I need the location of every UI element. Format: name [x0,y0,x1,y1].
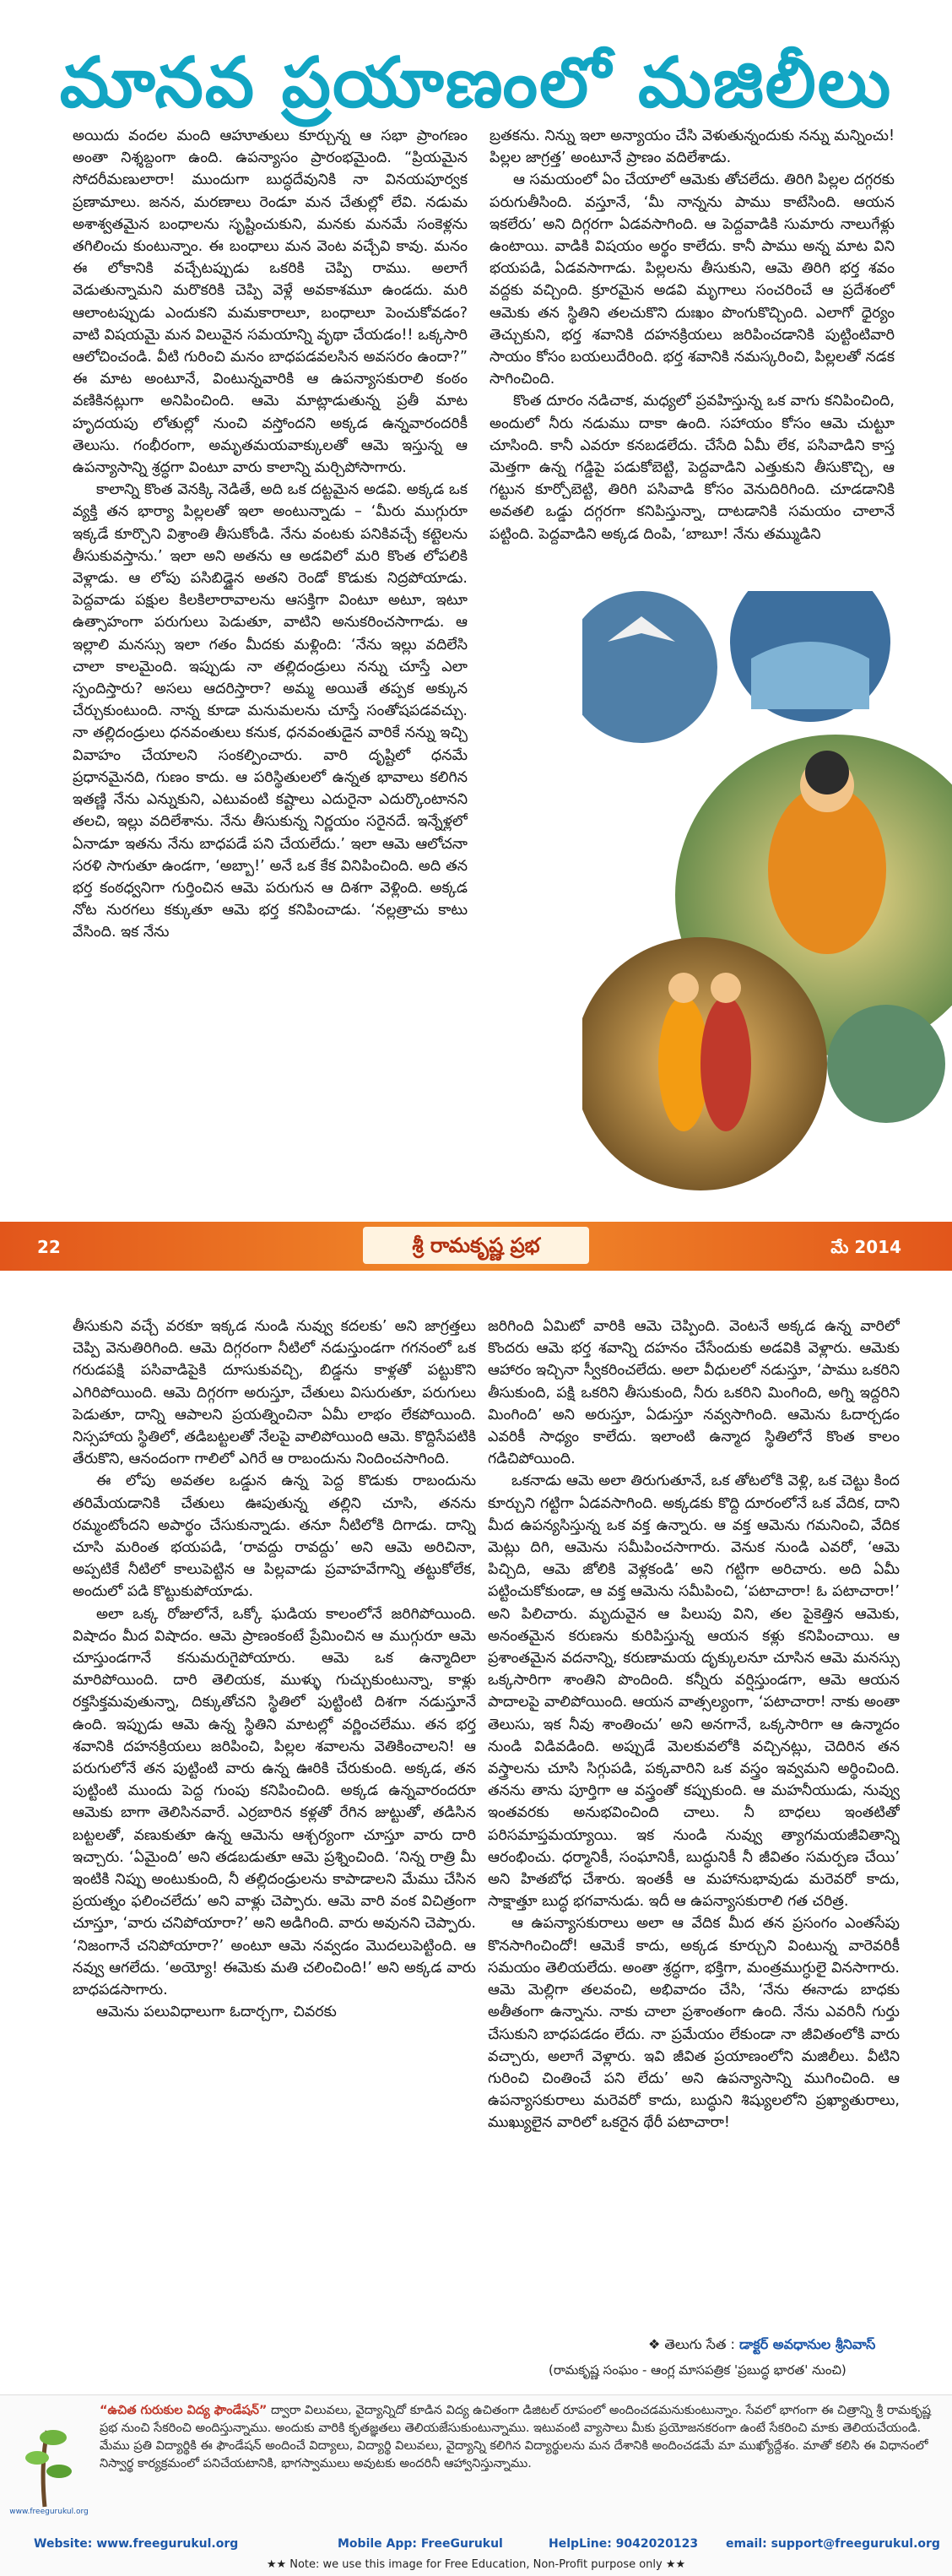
buddha-story-illustration [582,591,952,1233]
paragraph: కాలాన్ని కొంత వెనక్కి నెడితే, అది ఒక దట్టమైన అడవి. అక్కడ ఒక వ్యక్తి తన భార్యా పిల్లలతో ఇలా అంటున్నాడు – ‘మీరు ముగ్గురూ ఇక్కడే కూర్చొని విశ్రాంతి తీసుకోండి. నేను వంటకు పనికివచ్చే కట్టెలను తీసుకువస్తాను.’ ఇలా అని అతను ఆ అడవిలో మరి కొంత లోపలికి వెళ్లాడు. ఆ లోపు పసిబిడ్డైన అతని రెండో కొడుకు నిద్రపోయాడు. పెద్దవాడు పక్షుల కిలకిలారావాలను ఆసక్తిగా వింటూ అటూ, ఇటూ ఉత్సాహంగా పరుగులు పెడుతూ, వాటిని అనుకరించసాగాడు. ఆ ఇల్లాలి మనస్సు ఇలా గతం మీదకు మళ్లింది: ‘నేను ఇల్లు వదిలేసి చాలా కాలమైంది. ఇప్పుడు నా తల్లిదండ్రులు నన్ను చూస్తే ఎలా స్పందిస్తారు? అసలు ఆదరిస్తారా? అమ్మ అయితే తప్పక అక్కున చేర్చుకుంటుంది. నాన్న కూడా మనుమలను చూస్తే సంతోషపడవచ్చు. నా తల్లిదండ్రులు ధనవంతులు కనుక, ధనవంతుడైన వారికే నన్ను ఇచ్చి వివాహం చేయాలని సంకల్పించారు. వారి దృష్టిలో ధనమే ప్రధానమైనది, గుణం కాదు. ఆ పరిస్థితులలో ఉన్నత భావాలు కలిగిన ఇతణ్ణి నేను ఎన్నుకుని, ఎటువంటి కష్టాలు ఎదురైనా ఎదుర్కొంటానని తలచి, ఇల్లు వదిలేశాను. నేను తీసుకున్న నిర్ణయం సరైనదే. ఇన్నేళ్లలో ఏనాడూ ఇతను నేను బాధపడే పని చేయలేదు.’ ఇలా ఆమె ఆలోచనా సరళి సాగుతూ ఉండగా, ‘అబ్బా!’ అనే ఒక కేక వినిపించింది. అది తన భర్త కంఠధ్వనిగా గుర్తించిన ఆమె పరుగున ఆ దిశగా వెళ్లింది. అక్కడ నోట నురగలు కక్కుతూ ఆమె భర్త కనిపించాడు. ‘నల్లత్రాచు కాటు వేసింది. ఇక నేను [73,481,468,941]
paragraph: అయిదు వందల మంది ఆహూతులు కూర్చున్న ఆ సభా ప్రాంగణం అంతా నిశ్శబ్దంగా ఉంది. ఉపన్యాసం ప్రారంభమైంది. “ప్రియమైన సోదరీమణులారా! ముందుగా బుద్ధదేవునికి నా వినయపూర్వక ప్రణామాలు. జనన, మరణాలు రెండూ మన చేతుల్లో లేవి. నడుమ అశాశ్వతమైన బంధాలను సృష్టించుకుని, మనకు మనమే సంకెళ్లను తగిలించు కుంటున్నాం. ఈ బంధాలు మన వెంట వచ్చేవి కావు. మనం ఈ లోకానికి వచ్చేటప్పుడు ఒకరికి చెప్పి రాము. అలాగే వెడుతున్నామని మరొకరికి చెప్పి వెళ్లే అవకాశమూ ఉండదు. మరి ఆలాంటప్పుడు ఎందుకని మమకారాలూ, బంధాలూ పెంచుకోవడం? వాటి విషయమై మన విలువైన సమయాన్ని వృథా చేయడం!! ఒక్కసారి ఆలోచించండి. వీటి గురించి మనం బాధపడవలసిన అవసరం ఉందా?” ఈ మాట అంటూనే, వింటున్నవారికి ఆ ఉపన్యాసకురాలి కంఠం వణికినట్లుగా అనిపించింది. ఆమె మాట్లాడుతున్న ప్రతీ మాట హృదయపు లోతుల్లో నుంచి వస్తోందని అక్కడ ఉన్నవారందరికీ తెలుసు. గంభీరంగా, అమృతమయవాక్కులతో ఆమె ఇస్తున్న ఆ ఉపన్యాసాన్ని శ్రద్ధగా వింటూ వారు కాలాన్ని మర్చిపోసాగారు. [73,127,468,477]
paragraph: ఆ సమయంలో ఏం చేయాలో ఆమెకు తోచలేదు. తిరిగి పిల్లల దగ్గరకు పరుగుతీసింది. వస్తూనే, ‘మీ నాన్నను పాము కాటేసింది. ఆయన ఇకలేరు’ అని దిగ్గరగా ఏడవసాగింది. ఆ పెద్దవాడికి సుమారు నాలుగేళ్లు ఉంటాయి. వాడికి విషయం అర్థం కాలేదు. కానీ పాము అన్న మాట విని భయపడి, ఏడవసాగాడు. పిల్లలను తీసుకుని, ఆమె తిరిగి భర్త శవం వద్దకు వచ్చింది. క్రూరమైన అడవి మృగాలు సంచరించే ఆ ప్రదేశంలో ఆమెకు తన స్థితిని తలచుకొని దుఃఖం పొంగుకొచ్చింది. ఎలాగో ధైర్యం తెచ్చుకుని, భర్త శవానికి దహనక్రియలు జరిపించడానికి పుట్టింటివారి సాయం కోసం బయలుదేరింది. భర్త శవానికి నమస్కరించి, పిల్లలతో నడక సాగించింది. [490,171,895,388]
page1-right-column [490,125,895,581]
paragraph: ఈ లోపు అవతల ఒడ్డున ఉన్న పెద్ద కొడుకు రాబందును తరిమేయడానికి చేతులు ఊపుతున్న తల్లిని చూసి, తనను రమ్మంటోందని అపార్థం చేసుకున్నాడు. తనూ నీటిలోకి దిగాడు. దాన్ని చూసి మరింత భయపడి, ‘రావద్దు రావద్దు’ అని ఆమె అరిచినా, అప్పటికే నీటిలో కాలుపెట్టిన ఆ పిల్లవాడు ప్రవాహవేగాన్ని తట్టుకోలేక, అందులో పడి కొట్టుకుపోయాడు. [73,1472,476,1601]
paragraph: జరిగింది ఏమిటో వారికి ఆమె చెప్పింది. వెంటనే అక్కడ ఉన్న వారిలో కొందరు ఆమె భర్త శవాన్ని దహనం చేసేందుకు అడవికి వెళ్లారు. ఆమెకు ఆహారం ఇచ్చినా స్వీకరించలేదు. అలా వీధులలో నడుస్తూ, ‘పాము ఒకరిని తీసుకుంది, పక్షి ఒకరిని తీసుకుంది, నీరు ఒకరిని మింగింది, అగ్ని ఇద్దరిని మింగింది’ అని అరుస్తూ, ఏడుస్తూ నవ్వసాగింది. ఆమెను ఓదార్చడం ఎవరికీ సాధ్యం కాలేదు. ఇలాంటి ఉన్మాద స్థితిలోనే కొంత కాలం గడిచిపోయింది. [488,1318,900,1468]
paragraph: ఆమెను పలువిధాలుగా ఓదార్చగా, చివరకు [96,2004,337,2021]
article-source: (రామకృష్ణ సంఘం - ఆంగ్ల మాసపత్రిక 'ప్రబుద్ధ భారత' నుంచి) [549,2362,847,2378]
article-title: మానవ ప్రయాణంలో మజిలీలు [59,42,893,123]
website-link[interactable]: Website: www.freegurukul.org [34,2537,239,2551]
translator-name: డాక్టర్ అవధానుల శ్రీనివాస్ [738,2336,876,2352]
freegurukul-quote: “ఉచిత గురుకుల విద్య ఫౌండేషన్” [100,2404,268,2417]
page-footer-band [0,1222,952,1271]
mobile-app-label: Mobile App: FreeGurukul [338,2537,503,2551]
usage-note: ★★ Note: we use this image for Free Education, Non-Profit purpose only ★★ [266,2558,686,2571]
paragraph: బ్రతకను. నిన్ను ఇలా అన్యాయం చేసి వెళుతున్నందుకు నన్ను మన్నించు! పిల్లల జాగ్రత్త’ అంటూనే ప్రాణం వదిలేశాడు. [490,127,895,167]
page-number: 22 [37,1237,61,1257]
paragraph: ఒకనాడు ఆమె అలా తిరుగుతూనే, ఒక తోటలోకి వెళ్లి, ఒక చెట్టు కింద కూర్చుని గట్టిగా ఏడవసాగింది. అక్కడకు కొద్ది దూరంలోనే ఒక వేదిక, దాని మీద ఉపన్యసిస్తున్న ఒక వక్త ఉన్నారు. ఆ వక్త ఆమెను గమనించి, వేదిక మెట్లు దిగి, ఆమెను సమీపించసాగారు. వెనుక నుండి ఎవరో, ‘ఆమె పిచ్చిది, ఆమె జోలికి వెళ్లకండి’ అని గట్టిగా అరిచారు. అది ఏమీ పట్టించుకోకుండా, ఆ వక్త ఆమెను సమీపించి, ‘పటాచారా! ఓ పటాచారా!’ అని పిలిచారు. మృదువైన ఆ పిలుపు విని, తల పైకెత్తిన ఆమెకు, అనంతమైన కరుణను కురిపిస్తున్న ఆయన కళ్లు కనిపించాయి. ఆ ప్రశాంతమైన వదనాన్ని, కరుణామయ దృక్కులనూ చూసిన ఆమె మనస్సు ఒక్కసారిగా శాంతిని పొందింది. కన్నీరు వర్షిస్తుండగా, ఆమె ఆయన పాదాలపై వాలిపోయింది. ఆయన వాత్సల్యంగా, ‘పటాచారా! నాకు అంతా తెలుసు, ఇక నీవు శాంతించు’ అని అనగానే, ఒక్కసారిగా ఆ ఉన్మాదం నుండి విడివడింది. అప్పుడే మెలకువలోకి వచ్చినట్లు, చెదిరిన తన వస్త్రాలను చూసి సిగ్గుపడి, పక్కవారిని ఒక వస్త్రం ఇవ్వమని అర్థించింది. తనను తాను పూర్తిగా ఆ వస్త్రంతో కప్పుకుంది. ఆ మహనీయుడు, నువ్వు ఇంతవరకు అనుభవించింది చాలు. నీ బాధలు ఇంతటితో పరిసమాప్తమయ్యాయి. ఇక నుండి నువ్వు త్యాగమయజీవితాన్ని ఆరంభించు. ధర్మానికీ, సంఘానికీ, బుద్ధునికీ నీ జీవితం సమర్పణ చేయి’ అని హితబోధ చేశారు. ఇంతకీ ఆ మహానుభావుడు మరెవరో కాదు, సాక్షాత్తూ బుద్ధ భగవానుడు. ఇదీ ఆ ఉపన్యాసకురాలి గత చరిత్ర. [488,1472,900,1911]
issue-date: మే 2014 [830,1237,901,1257]
paragraph: ఆ ఉపన్యాసకురాలు అలా ఆ వేదిక మీద తన ప్రసంగం ఎంతసేపు కొనసాగించిందో! ఆమెకే కాదు, అక్కడ కూర్చుని వింటున్న వారెవరికీ సమయం తెలియలేదు. అంతా శ్రద్ధగా, భక్తిగా, మంత్రముగ్ధులై వినసాగారు. ఆమె మెల్లిగా తలవంచి, అభివాదం చేసి, ‘నేను ఈనాడు బాధకు అతీతంగా ఉన్నాను. నాకు చాలా ప్రశాంతంగా ఉంది. నేను ఎవరినీ గుర్తు చేసుకుని బాధపడడం లేదు. నా ప్రమేయం లేకుండా నా జీవితంలోకి వారు వచ్చారు, అలాగే వెళ్లారు. ఇవి జీవిత ప్రయాణంలోని మజిలీలు. వీటిని గురించి చింతించే పని లేదు’ అని ఉపన్యాసాన్ని ముగించింది. ఆ ఉపన్యాసకురాలు మరెవరో కాదు, బుద్ధుని శిష్యులలోని ప్రఖ్యాతురాలు, ముఖ్యులైన వారిలో ఒకరైన థేరీ పటాచారా! [488,1915,900,2132]
paragraph: అలా ఒక్క రోజులోనే, ఒక్కో ఘడియ కాలంలోనే జరిగిపోయింది. విషాదం మీద విషాదం. ఆమె ప్రాణంకంటే ప్రేమించిన ఆ ముగ్గురూ ఆమె చూస్తుండగానే కనుమరుగైపోయారు. ఆమె ఒక ఉన్మాదిలా మారిపోయింది. దారి తెలియక, ముళ్ళు గుచ్చుకుంటున్నా, కాళ్లు రక్తసిక్తమవుతున్నా, దిక్కుతోచని స్థితిలో పుట్టింటి దిశగా నడుస్తూనే ఉంది. ఇప్పుడు ఆమె ఉన్న స్థితిని మాటల్లో వర్ణించలేము. తన భర్త శవానికి దహనక్రియలు జరిపించి, పిల్లల శవాలను వెతికించాలని! ఆ పరుగులోనే తన పుట్టింటి వారు ఉన్న ఊరికి చేరుకుంది. అక్కడ, తన పుట్టింటి ముందు పెద్ద గుంపు కనిపించింది. అక్కడ ఉన్నవారందరూ ఆమెకు బాగా తెలిసినవారే. ఎర్రబారిన కళ్లతో రేగిన జుట్టుతో, తడిసిన బట్టలతో, వణుకుతూ ఉన్న ఆమెను ఆశ్చర్యంగా చూస్తూ వారు దారి ఇచ్చారు. ‘ఏమైంది’ అని తడబడుతూ ఆమె ప్రశ్నించింది. ‘నిన్న రాత్రి మీ ఇంటికి నిప్పు అంటుకుంది, నీ తల్లిదండ్రులను కాపాడాలని మేము చేసిన ప్రయత్నం ఫలించలేదు’ అని వాళ్లు చెప్పారు. ఆమె వారి వంక విచిత్రంగా చూస్తూ, ‘వారు చనిపోయారా?’ అని అడిగింది. వారు అవునని చెప్పారు. ‘నిజంగానే చనిపోయారా?’ అంటూ ఆమె నవ్వడం మొదలుపెట్టింది. ఆ నవ్వు ఆగలేదు. ‘అయ్యో! ఈమెకు మతి చలించింది!’ అని అక్కడ వారు బాధపడసాగారు. [73,1605,476,1999]
paragraph: తీసుకుని వచ్చే వరకూ ఇక్కడ నుండి నువ్వు కదలకు’ అని జాగ్రత్తలు చెప్పి వెనుతిరిగింది. ఆమె దిగ్గరంగా నీటిలో నడుస్తుండగా గగనంలో ఒక గరుడపక్షి పసివాడిపైకి దూసుకువచ్చి, బిడ్డను కాళ్లతో పట్టుకొని ఎగిరిపోయింది. ఆమె దిగ్గరగా అరుస్తూ, చేతులు విసురుతూ, పరుగులు పెడుతూ, దాన్ని ఆపాలని ప్రయత్నించినా ఏమీ లాభం లేకపోయింది. నిస్సహాయ స్థితిలో, తడిబట్టలతో నేలపై వాలిపోయింది ఆమె. కొద్దిసేపటికి తేరుకొని, ఆనందంగా గాలిలో ఎగిరే ఆ రాబందును నిందించసాగింది. [73,1318,476,1468]
page2-left-column [73,1315,476,2333]
logo-url: www.freegurukul.org [9,2508,89,2515]
helpline-number: HelpLine: 9042020123 [549,2537,699,2551]
page2-right-column [488,1315,900,2371]
page1-left-column [73,125,468,1218]
magazine-brand: శ్రీ రామకృష్ణ ప్రభ [363,1227,589,1264]
credit-prefix: ❖ తెలుగు సేత : [648,2336,735,2352]
freegurukul-footer [0,2394,952,2576]
magazine-page-22 [0,0,952,1279]
paragraph: కొంత దూరం నడిచాక, మధ్యలో ప్రవహిస్తున్న ఒక వాగు కనిపించింది, అందులో నీరు నడుము దాకా ఉంది. సహాయం కోసం ఆమె చుట్టూ చూసింది. కానీ ఎవరూ కనబడలేదు. చేసేది ఏమీ లేక, పసివాడిని కాస్త మెత్తగా ఉన్న గడ్డిపై పడుకోబెట్టి, పెద్దవాడిని ఎత్తుకుని తీసుకొచ్చి, ఆ గట్టున కూర్చోబెట్టి, తిరిగి పసివాడి కోసం వెనుదిరిగింది. చూడడానికి అవతలి ఒడ్డు దగ్గరగా కనిపిస్తున్నా, దాటడానికి సమయం చాలానే పట్టింది. పెద్దవాడిని అక్కడ దింపి, ‘బాబూ! నేను తమ్ముడిని [490,393,895,543]
freegurukul-message [100,2402,935,2473]
support-email-link[interactable]: email: support@freegurukul.org [726,2537,940,2551]
freegurukul-contacts [0,2537,952,2556]
freegurukul-logo [7,2414,91,2515]
translator-credit [648,2336,901,2356]
eagle-scene-circle [582,591,717,743]
freegurukul-body: ద్వారా విలువలు, వైద్యాన్నిదో కూడిన విద్య ఉచితంగా డిజిటల్ రూపంలో అందించడమనుకుంటున్నాం. సేవలో భాగంగా ఈ చిత్రాన్ని శ్రీ రామకృష్ణ ప్రభ నుంచి సేకరించి అందిస్తున్నాము. అందుకు వారికి కృతజ్ఞతలు తెలియజేసుకుంటున్నాము. ఇటువంటి వ్యాసాలు మీకు ప్రయోజనకరంగా ఉంటే సేకరించి మాకు తెలియచేయండి. మేము ప్రతి విద్యార్థికి ఈ ఫౌండేషన్ అందించే విద్యాలు, విద్యార్థి విలువలు, వైద్యాన్ని కలిగిన విద్యార్థులను మన దేశానికి అందించడమే మా ముఖ్యోద్దేశం. మాతో కలిసి ఈ విధానంలో నిస్వార్థ కార్యక్రమంలో పనిచేయటానికి, భాగస్వాములు అవుటకు అందరినీ ఆహ్వానిస్తున్నాము. [100,2404,931,2470]
